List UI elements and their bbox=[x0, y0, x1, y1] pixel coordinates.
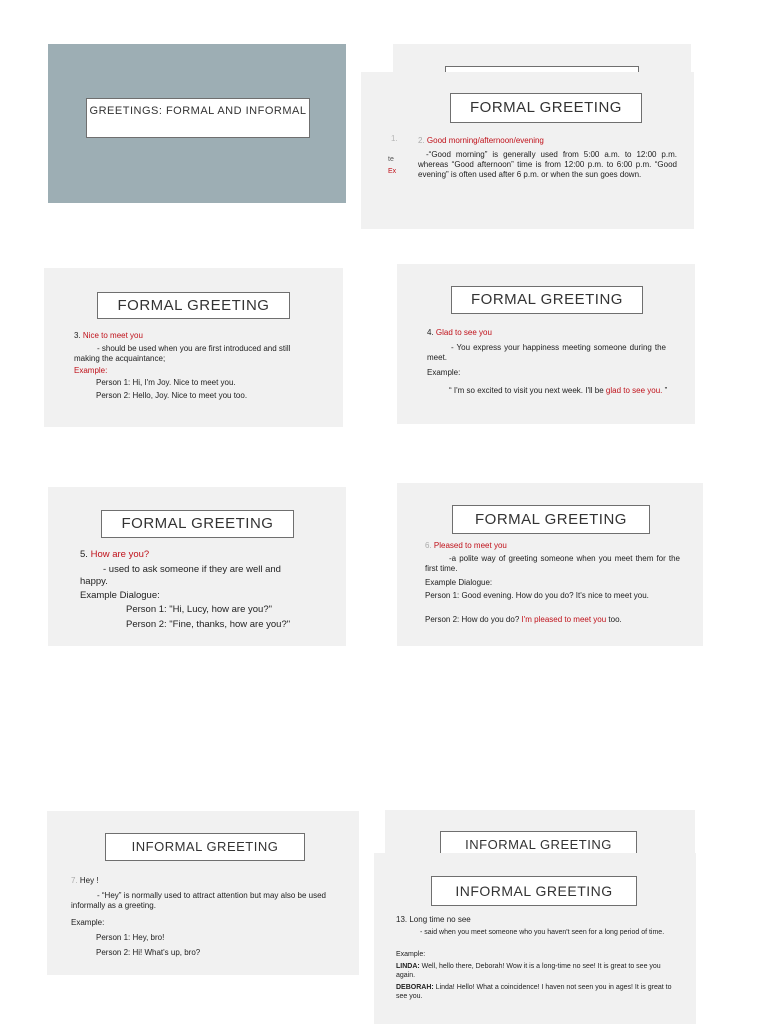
ghost-text-red: Ex bbox=[388, 168, 397, 175]
item-number: 6. bbox=[425, 541, 432, 550]
dialogue-line: LINDA: Well, hello there, Deborah! Wow it is a long-time no see! It is great to see you again. bbox=[396, 963, 661, 979]
slide-title bbox=[48, 44, 346, 203]
item-title: Nice to meet you bbox=[82, 331, 143, 340]
example-label: Example: bbox=[74, 366, 108, 375]
slide-heading: FORMAL GREETING bbox=[452, 505, 650, 534]
slide-heading: FORMAL GREETING bbox=[451, 286, 643, 314]
ghost-title-box: INFORMAL GREETING bbox=[440, 831, 637, 855]
slide-title-heading: GREETINGS: FORMAL AND INFORMAL bbox=[86, 98, 310, 138]
item-title: Glad to see you bbox=[435, 328, 492, 337]
item-description-cont: making the acquaintance; bbox=[74, 354, 166, 363]
item-heading bbox=[74, 331, 143, 341]
item-description: - said when you meet someone who you haven't seen for a long period of time. bbox=[420, 929, 665, 936]
item-title: Hey ! bbox=[79, 876, 99, 885]
item-description: -a polite way of greeting someone when you meet them for the first time. bbox=[425, 554, 680, 573]
item-number: 4. bbox=[427, 328, 434, 337]
dialogue-line: DEBORAH: Linda! Hello! What a coincidence! I haven not seen you in ages! It is great to see you. bbox=[396, 984, 672, 1000]
item-heading bbox=[71, 876, 99, 886]
item-number: 2. bbox=[418, 136, 425, 145]
example-label: Example: bbox=[71, 918, 105, 927]
item-heading bbox=[80, 549, 149, 561]
item-heading bbox=[427, 328, 492, 338]
slide-heading: FORMAL GREETING bbox=[97, 292, 290, 319]
item-title: Good morning/afternoon/evening bbox=[426, 136, 544, 145]
slide-formal-6 bbox=[397, 483, 703, 646]
dialogue-line: Person 2: Hi! What's up, bro? bbox=[96, 948, 201, 957]
example-quote: “ I'm so excited to visit you next week. I'll be glad to see you. ” bbox=[449, 386, 668, 395]
slide-formal-2 bbox=[361, 72, 694, 229]
slide-informal-7 bbox=[47, 811, 359, 975]
item-description: - You express your happiness meeting someone during the meet. bbox=[427, 343, 666, 362]
dialogue-line: Person 1: Hi, I'm Joy. Nice to meet you. bbox=[96, 378, 236, 387]
item-title: How are you? bbox=[90, 549, 150, 560]
ghost-number: 1. bbox=[391, 134, 398, 143]
dialogue-line: Person 2: How do you do? I'm pleased to meet you too. bbox=[425, 615, 622, 624]
item-heading bbox=[425, 541, 507, 551]
item-number: 3. bbox=[74, 331, 81, 340]
example-label: Example Dialogue: bbox=[425, 578, 493, 587]
item-description: - “Hey” is normally used to attract attention but may also be used informally as a greeting. bbox=[71, 891, 326, 910]
slide-ghost-back bbox=[393, 44, 691, 74]
slide-formal-4 bbox=[397, 264, 695, 424]
item-description: -“Good morning” is generally used from 5:00 a.m. to 12:00 p.m. whereas “Good afternoon” time is from 12:00 p.m. to 6:00 p.m. “Good evening” is often used after 6 p.m. or when the sun goes down. bbox=[418, 150, 677, 179]
slide-formal-5 bbox=[48, 487, 346, 646]
dialogue-line: Person 2: Hello, Joy. Nice to meet you too. bbox=[96, 391, 248, 400]
item-description: - used to ask someone if they are well and bbox=[103, 564, 281, 575]
example-label: Example: bbox=[396, 951, 426, 958]
slide-heading: FORMAL GREETING bbox=[101, 510, 294, 538]
item-heading bbox=[418, 136, 544, 146]
example-label: Example Dialogue: bbox=[80, 590, 160, 601]
item-heading: 13. Long time no see bbox=[396, 915, 471, 924]
ghost-text: te bbox=[388, 156, 394, 163]
dialogue-line: Person 1: Good evening. How do you do? It's nice to meet you. bbox=[425, 591, 649, 600]
dialogue-line: Person 1: Hey, bro! bbox=[96, 933, 165, 942]
slide-ghost-back-2 bbox=[385, 810, 695, 855]
item-number: 7. bbox=[71, 876, 78, 885]
item-title: Pleased to meet you bbox=[433, 541, 507, 550]
slide-heading: FORMAL GREETING bbox=[450, 93, 642, 123]
slide-heading: INFORMAL GREETING bbox=[105, 833, 305, 861]
example-label: Example: bbox=[427, 368, 461, 377]
dialogue-line: Person 2: "Fine, thanks, how are you?" bbox=[126, 619, 291, 630]
item-description-cont: happy. bbox=[80, 576, 108, 587]
dialogue-line: Person 1: "Hi, Lucy, how are you?" bbox=[126, 604, 272, 615]
item-description: - should be used when you are first introduced and still bbox=[97, 344, 291, 353]
slide-informal-13 bbox=[374, 853, 696, 1024]
item-number: 5. bbox=[80, 549, 88, 560]
slide-heading: INFORMAL GREETING bbox=[431, 876, 637, 906]
slide-formal-3 bbox=[44, 268, 343, 427]
